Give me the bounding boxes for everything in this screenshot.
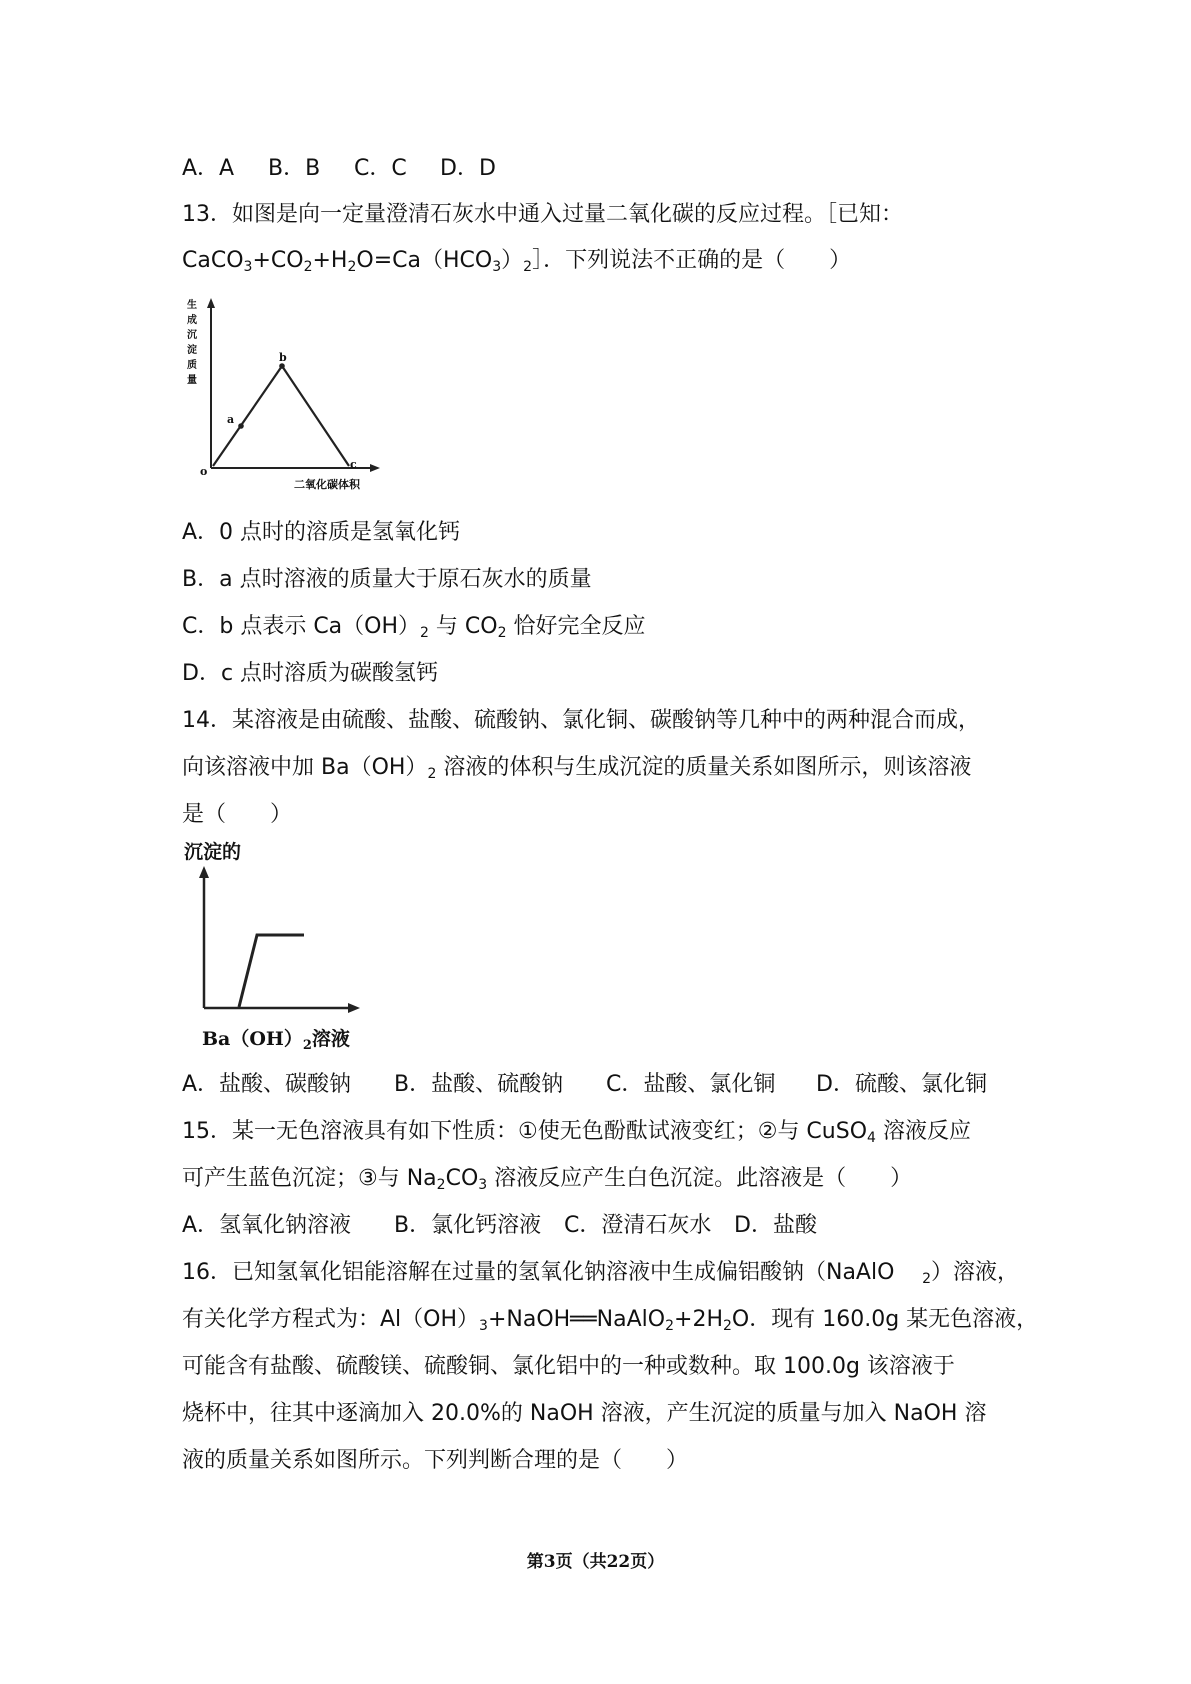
svg-text:量: 量 <box>187 375 197 386</box>
q13-y-axis-arrow <box>207 298 215 308</box>
svg-text:质: 质 <box>187 360 197 371</box>
q16-stem-line4: 烧杯中，往其中逐滴加入 20.0%的 NaOH 溶液，产生沉淀的质量与加入 NaOH 溶 <box>182 1401 987 1426</box>
q13-label-b: b <box>279 351 287 364</box>
q15-option-d: D．盐酸 <box>734 1213 817 1238</box>
q13-label-a: a <box>227 413 235 426</box>
q14-stem-line2: 向该溶液中加 $Ba(OH)_2$ 溶液的体积与生成沉淀的质量关系如图所示，则该溶液 <box>182 755 972 782</box>
option-c: C．C <box>354 156 407 181</box>
svg-text:沉: 沉 <box>187 330 197 341</box>
option-a: A．A <box>182 156 235 181</box>
svg-text:成: 成 <box>187 315 197 326</box>
q15-stem-line2: 可产生蓝色沉淀；③与 $Na_2CO_3$ 溶液反应产生白色沉淀。此溶液是（ ） <box>182 1166 913 1193</box>
q14-x-axis-label: $Ba(OH)_2$溶液 <box>202 1028 350 1053</box>
q13-label-c: c <box>350 458 357 471</box>
q14-x-axis-arrow <box>348 1003 360 1013</box>
prev-question-options <box>182 154 496 184</box>
q13-y-axis-label <box>186 298 197 386</box>
q16-stem-line1: 16．已知氢氧化铝能溶解在过量的氢氧化钠溶液中生成偏铝酸钠（NaAlO $_2$）溶液， <box>182 1260 1019 1287</box>
q14-curve <box>239 935 304 1007</box>
q13-point-a <box>238 423 244 429</box>
q13-option-b: B．a 点时溶液的质量大于原石灰水的质量 <box>182 567 592 592</box>
q14-option-d: D．硫酸、氯化铜 <box>816 1072 987 1097</box>
q13-x-axis-arrow <box>370 464 380 472</box>
q13-option-c: C．b 点表示 $Ca(OH)_2$ 与 $CO_2$ 恰好完全反应 <box>182 614 646 641</box>
q14-y-axis-label: 沉淀的 <box>184 841 242 863</box>
q14-figure <box>182 838 372 1058</box>
option-b: B．B <box>268 156 321 181</box>
q14-stem-line1: 14．某溶液是由硫酸、盐酸、硫酸钠、氯化铜、碳酸钠等几种中的两种混合而成， <box>182 708 980 733</box>
q13-figure <box>180 296 400 496</box>
q15-option-b: B．氯化钙溶液 <box>394 1213 542 1238</box>
q15-option-a: A．氢氧化钠溶液 <box>182 1213 352 1238</box>
q15-options <box>182 1211 817 1241</box>
option-d: D．D <box>440 156 496 181</box>
q14-option-b: B．盐酸、硫酸钠 <box>394 1072 564 1097</box>
q14-options <box>182 1070 987 1100</box>
q14-stem-line3: 是（ ） <box>182 802 293 827</box>
svg-text:生: 生 <box>187 300 197 311</box>
q13-x-axis-label: 二氧化碳体积 <box>294 478 360 491</box>
q13-point-b <box>279 363 285 369</box>
page-number: 第3页（共22页） <box>526 1552 665 1572</box>
q13-stem-line1: 13．如图是向一定量澄清石灰水中通入过量二氧化碳的反应过程。［已知： <box>182 202 903 227</box>
q16-stem-line5: 液的质量关系如图所示。下列判断合理的是（ ） <box>182 1448 689 1473</box>
q15-stem-line1: 15．某一无色溶液具有如下性质：①使无色酚酞试液变红；②与 CuSO$_4$ 溶液反应 <box>182 1119 971 1146</box>
q14-option-a: A．盐酸、碳酸钠 <box>182 1072 352 1097</box>
q13-option-d: D．c 点时溶质为碳酸氢钙 <box>182 661 439 686</box>
q16-stem-line3: 可能含有盐酸、硫酸镁、硫酸铜、氯化铝中的一种或数种。取 100.0g 该溶液于 <box>182 1354 955 1379</box>
q14-option-c: C．盐酸、氯化铜 <box>606 1072 776 1097</box>
svg-text:淀: 淀 <box>187 345 197 356</box>
q14-y-axis-arrow <box>199 866 209 878</box>
q13-option-a: A．0 点时的溶质是氢氧化钙 <box>182 520 461 545</box>
q16-stem-line2: 有关化学方程式为：$Al(OH)_3+NaOH══NaAlO_2+2H_2O$．现有 160.0g 某无色溶液， <box>182 1307 1039 1334</box>
q13-origin-label: o <box>200 465 208 478</box>
q15-option-c: C．澄清石灰水 <box>564 1213 712 1238</box>
q13-stem-line2: $CaCO_3+CO_2+H_2O=Ca(HCO_3)_2]$．下列说法不正确的是（ ） <box>182 248 852 275</box>
